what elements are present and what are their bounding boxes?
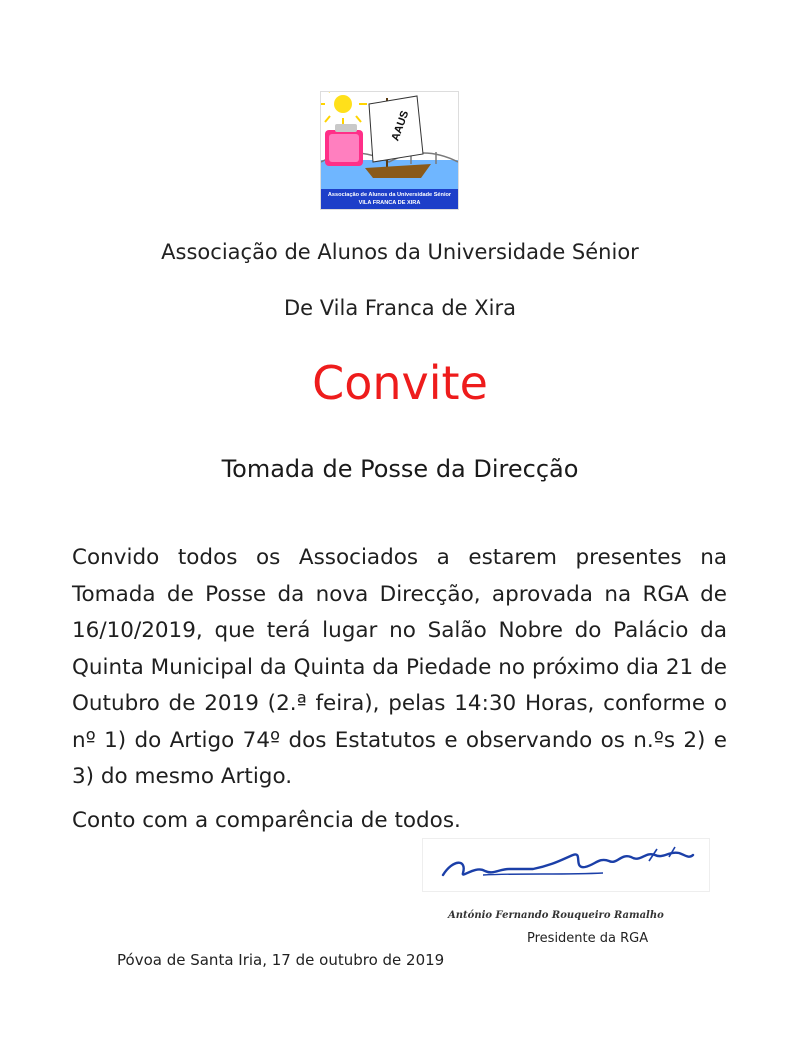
closing-line: Conto com a comparência de todos. bbox=[72, 808, 461, 833]
association-logo bbox=[320, 91, 459, 210]
logo-caption-line2: VILA FRANCA DE XIRA bbox=[358, 200, 421, 206]
logo-caption bbox=[321, 189, 458, 209]
sun-icon bbox=[321, 92, 367, 126]
document-title: Convite bbox=[312, 356, 488, 410]
signature-drawing bbox=[423, 839, 709, 891]
handwritten-signature bbox=[422, 838, 710, 892]
place-and-date: Póvoa de Santa Iria, 17 de outubro de 2019 bbox=[117, 951, 445, 969]
invitation-body: Convido todos os Associados a estarem presentes na Tomada de Posse da nova Direcção, aprovada na RGA de 16/10/2019, que terá lugar no Salão Nobre do Palácio da Quinta Municipal da Quinta da Piedade no próximo dia 21 de Outubro de 2019 (2.ª feira), pelas 14:30 Horas, conforme o nº 1) do Artigo 74º dos Estatutos e observando os n.ºs 2) e 3) do mesmo Artigo. bbox=[72, 545, 727, 789]
logo-caption-line1: Associação de Alunos da Universidade Sénior bbox=[327, 192, 452, 198]
logo-illustration bbox=[321, 92, 458, 189]
signatory-name: António Fernando Rouqueiro Ramalho bbox=[448, 910, 664, 921]
document-subtitle: Tomada de Posse da Direcção bbox=[221, 455, 579, 483]
signatory-role: Presidente da RGA bbox=[527, 931, 649, 946]
organization-name-line1: Associação de Alunos da Universidade Sénior bbox=[161, 240, 639, 264]
organization-name-line2: De Vila Franca de Xira bbox=[284, 296, 516, 320]
svg-text:AAUS: AAUS bbox=[389, 109, 412, 143]
book-icon bbox=[325, 124, 363, 166]
